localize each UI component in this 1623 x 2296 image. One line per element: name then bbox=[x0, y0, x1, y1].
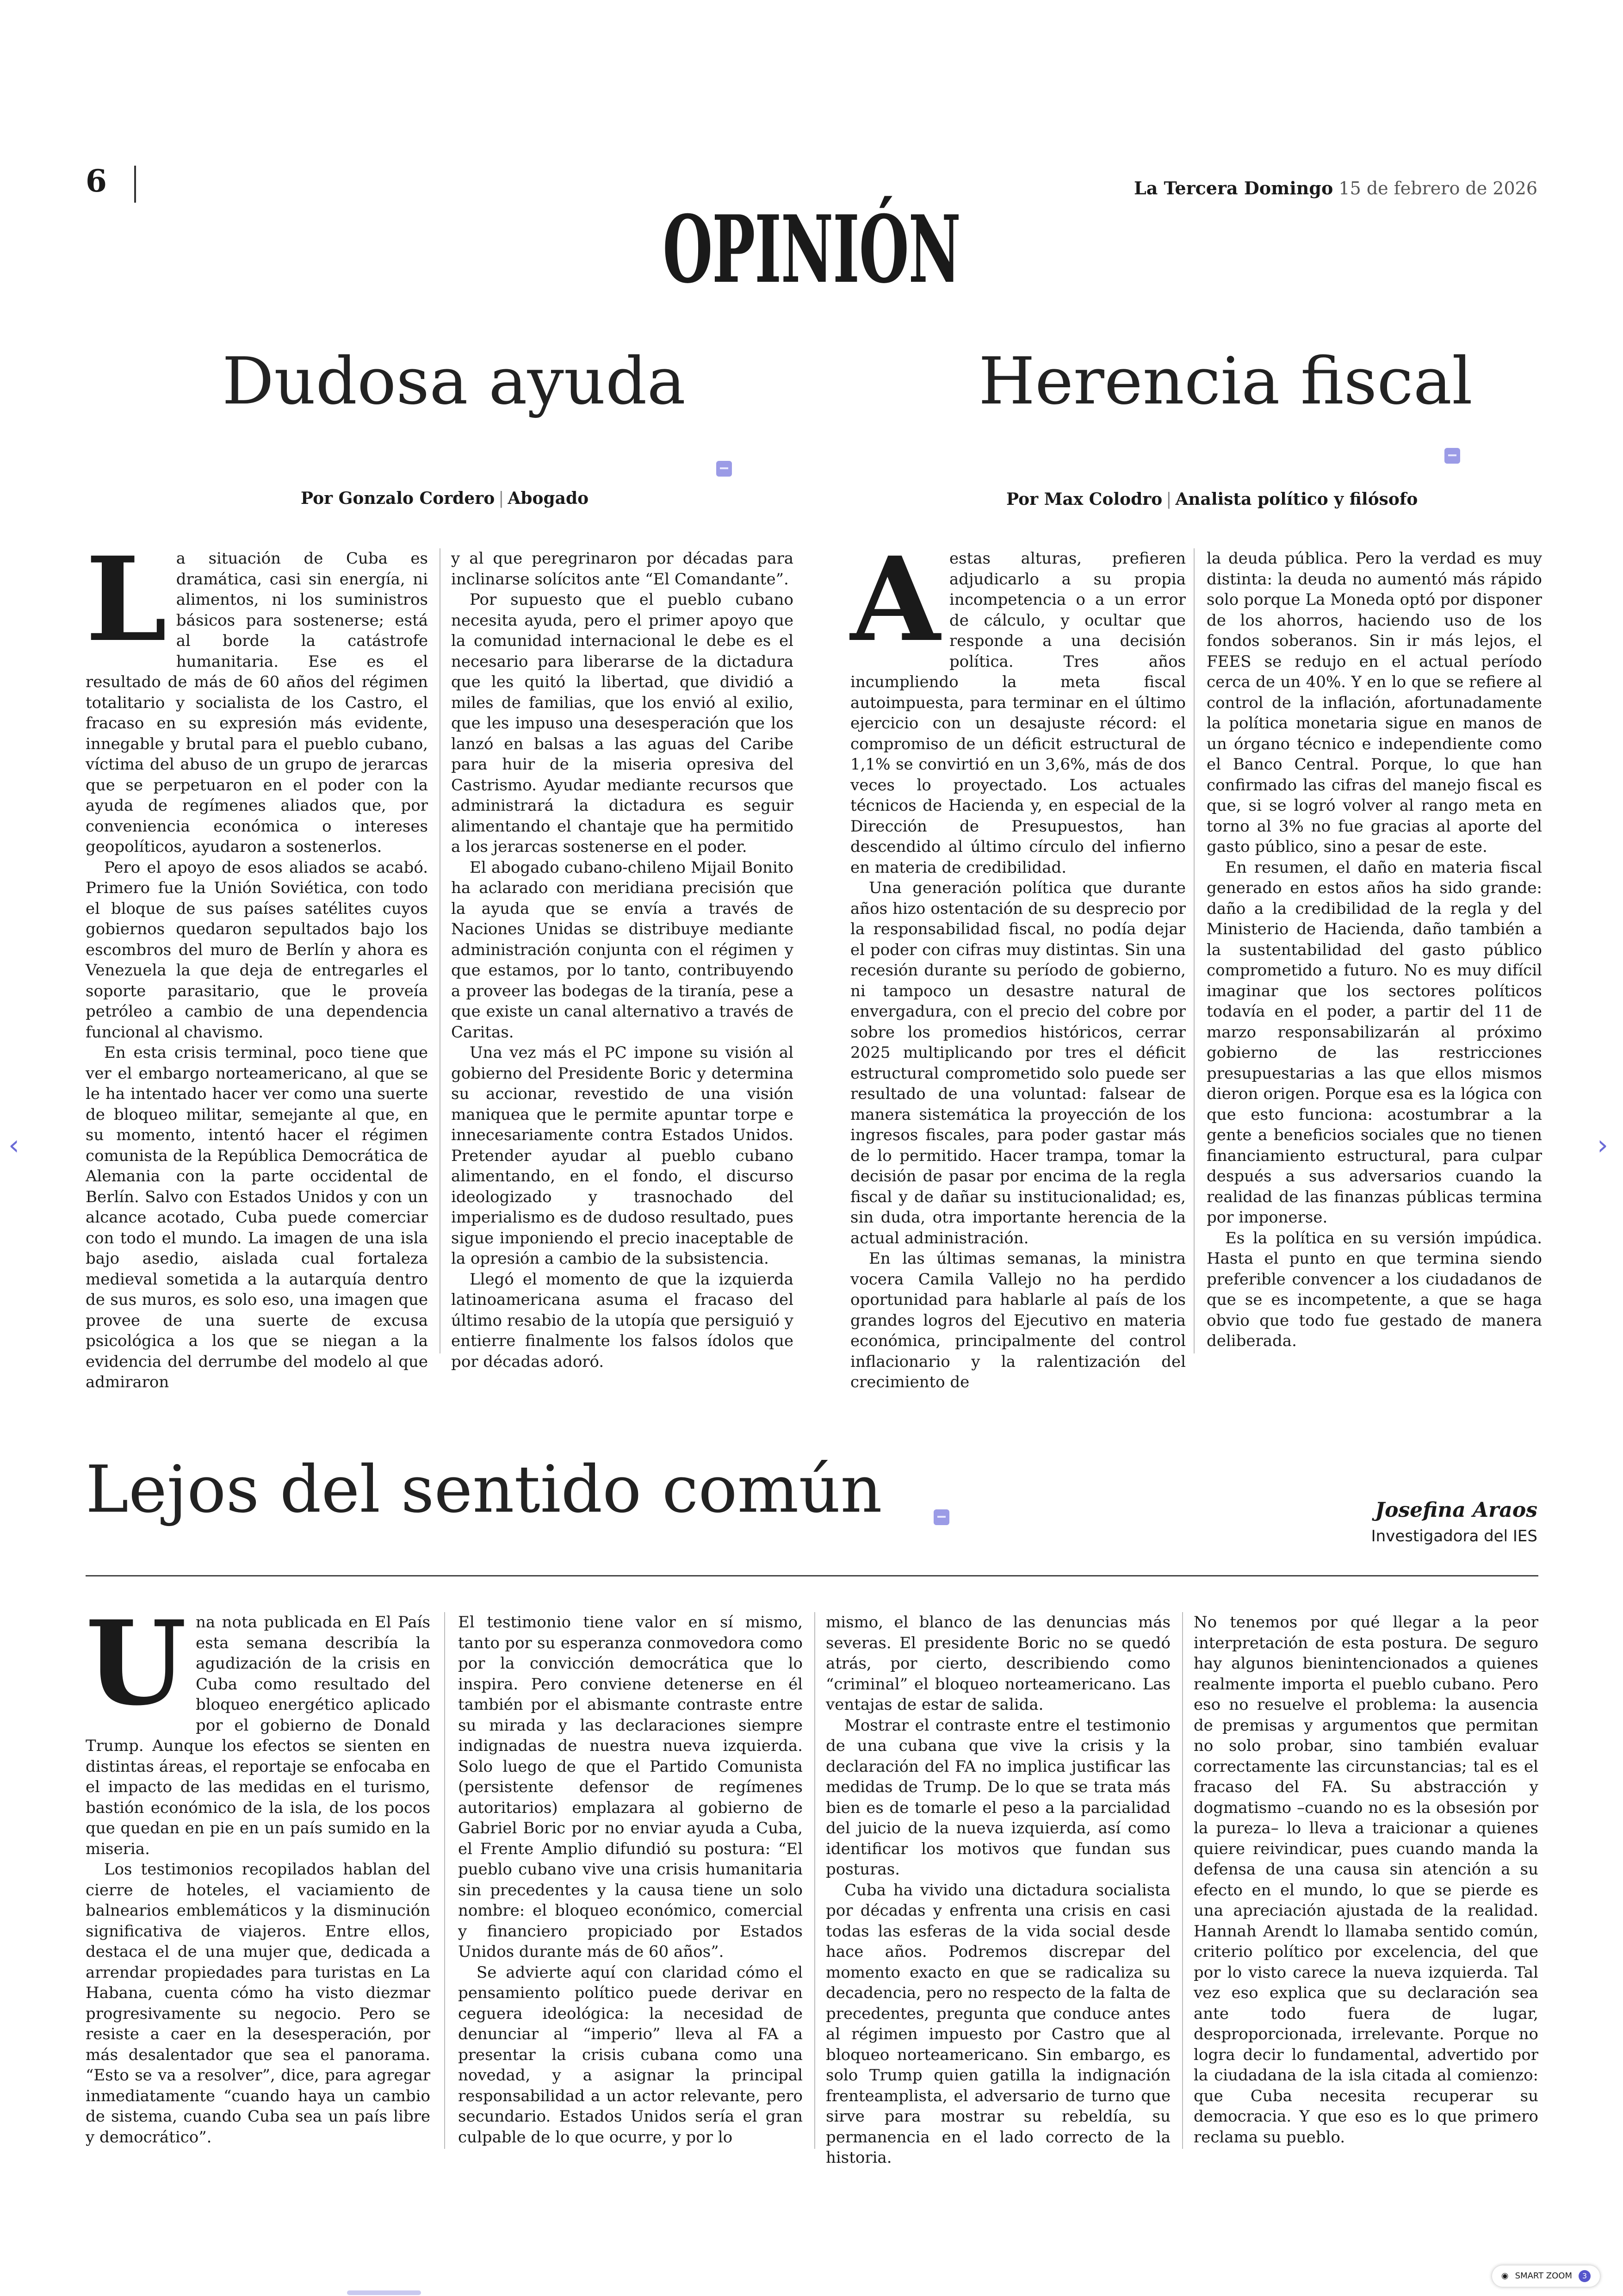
article-2-author: Por Max Colodro bbox=[1006, 490, 1163, 509]
article-2-headline: Herencia fiscal bbox=[979, 344, 1473, 419]
page-number: 6 bbox=[86, 163, 107, 199]
article-3-role: Investigadora del IES bbox=[1371, 1527, 1537, 1545]
masthead bbox=[1134, 178, 1537, 199]
note-icon[interactable] bbox=[716, 461, 732, 477]
paragraph: Es la política en su versión impúdica. Hasta el punto en que termina siendo preferible convencer a los ciudadanos de que se es incompetente, a que se haga obvio que todo fue gestado de manera deliberada. bbox=[1207, 1229, 1542, 1350]
section-title: OPINIÓN bbox=[663, 195, 960, 304]
paragraph: a situación de Cuba es dramática, casi sin energía, ni alimentos, ni los suministros básicos para sostenerse; está al borde la catástrofe humanitaria. Ese es el resultado de más de 60 años del régimen totalitario y socialista de los Castro, el fracaso en su expresión más evidente, innegable y brutal para el pueblo cubano, víctima del abuso de un grupo de jerarcas que se perpetuaron en el poder con la ayuda de regímenes aliados que, por conveniencia económica o intereses geopolíticos, ayudaron a sostenerlos. bbox=[86, 549, 428, 856]
paragraph: estas alturas, prefieren adjudicarlo a su propia incompetencia o a un error de cálculo, y ocultar que responde a una decisión política. Tres años incumpliendo la meta fiscal autoimpuesta, para terminar en el último ejercicio con un desajuste récord: el compromiso de un déficit estructural de 1,1% se convirtió en un 3,6%, más de dos veces lo proyectado. Los actuales técnicos de Hacienda y, en especial de la Dirección de Presupuestos, han descendido al último círculo del infierno en materia de credibilidad. bbox=[850, 549, 1186, 877]
article-3-column-2 bbox=[458, 1612, 803, 2149]
article-2-column-1 bbox=[850, 531, 1186, 1391]
article-3-headline: Lejos del sentido común bbox=[86, 1452, 882, 1527]
paragraph: Cuba ha vivido una dictadura socialista por décadas y enfrenta una crisis en casi todas las esferas de la vida social desde hace años. Podremos discrepar del momento exacto en que se radicaliza su decadencia, pero no respecto de la falta de precedentes, pregunta que conduce antes al régimen impuesto por Castro que al bloqueo norteamericano. Sin embargo, es solo Trump quien gatilla la indignación frenteamplista, el adversario de turno que sirve para mostrar su rebeldía, su permanencia en el lado correcto de la historia. bbox=[826, 1880, 1171, 2167]
article-1-column-2 bbox=[451, 548, 793, 1371]
article-2-byline: Por Max Colodro | Analista político y filósofo bbox=[1006, 490, 1418, 509]
paragraph: Por supuesto que el pueblo cubano necesita ayuda, pero el primer apoyo que la comunidad internacional le debe es el necesario para liberarse de la dictadura que les quitó la libertad, que dividió a miles de familias, que los envió al exilio, que les impuso una desesperación que los lanzó en balsas a las aguas del Caribe para huir de la miseria opresiva del Castrismo. Ayudar mediante recursos que administrará la dictadura es seguir alimentando el chantaje que ha permitido a los jerarcas sostenerse en el poder. bbox=[451, 590, 793, 856]
paragraph: El testimonio tiene valor en sí mismo, tanto por su esperanza conmovedora como por la convicción democrática que lo inspira. Pero conviene detenerse en él también por el abismante contraste entre su mirada y las declaraciones siempre indignadas de nuestra nueva izquierda. Solo luego de que el Partido Comunista (persistente defensor de regímenes autoritarios) emplazara al gobierno de Gabriel Boric por no enviar ayuda a Cuba, el Frente Amplio difundió su postura: “El pueblo cubano vive una crisis humanitaria sin precedentes y la causa tiene un solo nombre: el bloqueo económico, comercial y financiero propiciado por Estados Unidos durante más de 60 años”. bbox=[458, 1613, 803, 1961]
eye-icon: ◉ bbox=[1501, 2271, 1509, 2281]
article-1-headline: Dudosa ayuda bbox=[222, 344, 686, 419]
paragraph: En esta crisis terminal, poco tiene que ver el embargo norteamericano, al que se le ha intentado hacer ver como una suerte de bloqueo militar, semejante al que, en su momento, intentó hacer el régimen comunista de la República Democrática de Alemania con la parte occidental de Berlín. Salvo con Estados Unidos y con un alcance acotado, Cuba puede comerciar con todo el mundo. La imagen de una isla bajo asedio, aislada cual fortaleza medieval sometida a la autarquía dentro de sus muros, es solo eso, una imagen que provee de una suerte de excusa psicológica a los que se niegan a la evidencia del derrumbe del modelo al que admiraron bbox=[86, 1043, 428, 1391]
article-1-dropcap: L bbox=[86, 531, 167, 667]
section-divider bbox=[86, 1575, 1538, 1576]
article-3-author: Josefina Araos bbox=[1375, 1498, 1537, 1522]
paragraph: En las últimas semanas, la ministra vocera Camila Vallejo no ha perdido oportunidad para hablarle al país de los grandes logros del Ejecutivo en materia económica, principalmente del control inflacionario y la ralentización del crecimiento de bbox=[850, 1249, 1186, 1391]
paragraph: No tenemos por qué llegar a la peor interpretación de esta postura. De seguro hay algunos bienintencionados a quienes realmente importa el pueblo cubano. Pero eso no resuelve el problema: la ausencia de premisas y argumentos que permitan no solo probar, sino también evaluar correctamente las circunstancias; tal es el fracaso del FA. Su abstracción y dogmatismo –cuando no es la obsesión por la pureza– lo lleva a traicionar a quienes quiere reivindicar, pues cuando manda la defensa de una causa sin atención a su efecto en el mundo, lo que se pierde es una apreciación ajustada de la realidad. Hannah Arendt lo llamaba sentido común, criterio político por excelencia, del que por lo visto carece la nueva izquierda. Tal vez eso explica que su declaración sea ante todo fuera de lugar, desproporcionada, irrelevante. Porque no logra decir lo fundamental, advertido por la ciudadana de la isla citada al comienzo: que Cuba necesita recuperar su democracia. Y que eso es lo que primero reclama su pueblo. bbox=[1194, 1613, 1538, 2147]
article-2-role: Analista político y filósofo bbox=[1175, 490, 1418, 509]
article-3-column-3 bbox=[826, 1612, 1171, 2167]
paragraph: Se advierte aquí con claridad cómo el pensamiento político puede derivar en ceguera ideológica: la necesidad de denunciar al “imperio” lleva al FA a presentar la crisis cubana como una novedad, y a asignar la principal responsabilidad a un actor relevante, pero secundario. Estados Unidos sería el gran culpable de lo que ocurre, y por lo bbox=[458, 1963, 803, 2147]
article-1-author: Por Gonzalo Cordero bbox=[301, 489, 495, 508]
previous-page-arrow-icon[interactable]: ‹ bbox=[8, 1129, 19, 1161]
article-1-role: Abogado bbox=[508, 489, 589, 508]
article-1-byline: Por Gonzalo Cordero | Abogado bbox=[301, 489, 589, 508]
paragraph: na nota publicada en El País esta semana describía la agudización de la crisis en Cuba como resultado del bloqueo energético aplicado por el gobierno de Donald Trump. Aunque los efectos se sienten en distintas áreas, el reportaje se enfocaba en el impacto de las medidas en el turismo, bastión económico de la isla, de los pocos que quedan en pie en un país sumido en la miseria. bbox=[86, 1613, 430, 1858]
page-number-divider bbox=[134, 166, 136, 203]
article-1-column-1 bbox=[86, 531, 428, 1391]
paragraph: Una generación política que durante años hizo ostentación de su desprecio por la responsabilidad fiscal, no podía dejar el poder con cifras muy distintas. Sin una recesión durante su período de gobierno, ni tampoco un desastre natural de envergadura, con el precio del cobre por sobre los promedios históricos, cerrar 2025 multiplicando por tres el déficit estructural comprometido solo puede ser resultado de una voluntad: falsear de manera sistemática la proyección de los ingresos fiscales, para poder gastar más de lo permitido. Hacer trampa, tomar la decisión de pasar por encima de la regla fiscal y de dañar su institucionalidad; es, sin duda, otra importante herencia de la actual administración. bbox=[850, 879, 1186, 1247]
paragraph: En resumen, el daño en materia fiscal generado en estos años ha sido grande: daño a la credibilidad de la regla y del Ministerio de Hacienda, daño también a la sustentabilidad del gasto público comprometido a futuro. No es muy difícil imaginar que los sectores políticos todavía en el poder, a partir del 11 de marzo responsabilizarán al próximo gobierno de las restricciones presupuestarias a las que ellos mismos dieron origen. Porque esa es la lógica con que esto funciona: acostumbrar a la gente a beneficios sociales que no tienen financiamiento estructural, para culpar después a sus adversarios cuando la realidad de las finanzas públicas termina por imponerse. bbox=[1207, 858, 1542, 1227]
note-icon[interactable] bbox=[934, 1509, 949, 1525]
paragraph: mismo, el blanco de las denuncias más severas. El presidente Boric no se quedó atrás, por cierto, describiendo como “criminal” el bloqueo norteamericano. Las ventajas de estar de salida. bbox=[826, 1613, 1171, 1714]
smart-zoom-button[interactable] bbox=[1492, 2265, 1600, 2287]
column-rule bbox=[444, 1612, 445, 2149]
paragraph: Mostrar el contraste entre el testimonio de una cubana que vive la crisis y la declaración del FA no implica justificar las medidas de Trump. De lo que se trata más bien es de tomarle el peso a la parcialidad del juicio de la nueva izquierda, así como identificar los motivos que fundan sus posturas. bbox=[826, 1716, 1171, 1879]
paragraph: El abogado cubano-chileno Mijail Bonito ha aclarado con meridiana precisión que la ayuda que se envía a través de Naciones Unidas se distribuye mediante administración conjunta con el régimen y que estamos, por lo tanto, contribuyendo a proveer las bodegas de la tiranía, pese a que existe un canal alternativo a través de Caritas. bbox=[451, 858, 793, 1042]
paragraph: Los testimonios recopilados hablan del cierre de hoteles, el vaciamiento de balnearios emblemáticos y la disminución significativa de viajeros. Entre ellos, destaca el de una mujer que, dedicada a arrendar propiedades para turistas en La Habana, cuenta cómo ha visto diezmar progresivamente su negocio. Pero se resiste a caer en la desesperación, por más desalentador que sea el panorama. “Esto se va a resolver”, dice, para agregar inmediatamente “cuando haya un cambio de sistema, cuando Cuba sea un país libre y democrático”. bbox=[86, 1860, 430, 2147]
smart-zoom-count: 3 bbox=[1579, 2270, 1591, 2282]
article-3-column-4 bbox=[1194, 1612, 1538, 2149]
column-rule bbox=[1194, 548, 1195, 1353]
article-3-dropcap: U bbox=[86, 1595, 187, 1731]
page-scrollbar[interactable] bbox=[347, 2290, 421, 2295]
masthead-paper: La Tercera Domingo bbox=[1134, 178, 1333, 199]
column-rule bbox=[814, 1612, 815, 2149]
next-page-arrow-icon[interactable]: › bbox=[1597, 1129, 1608, 1161]
column-rule bbox=[1182, 1612, 1183, 2149]
paragraph: y al que peregrinaron por décadas para inclinarse solícitos ante “El Comandante”. bbox=[451, 549, 793, 589]
paragraph: la deuda pública. Pero la verdad es muy distinta: la deuda no aumentó más rápido solo porque La Moneda optó por disponer de los ahorros, haciendo uso de los fondos soberanos. Sin ir más lejos, el FEES se redujo en el actual período cerca de un 40%. Y en lo que se refiere al control de la inflación, afortunadamente la política monetaria sigue en manos de un órgano técnico e independiente como el Banco Central. Porque, lo que han confirmado las cifras del manejo fiscal es que, si se logró volver al rango meta en torno al 3% no fue gracias al aporte del gasto público, sino a pesar de este. bbox=[1207, 549, 1542, 856]
smart-zoom-label: SMART ZOOM bbox=[1515, 2271, 1572, 2281]
paragraph: Llegó el momento de que la izquierda latinoamericana asuma el fracaso del último resabio de la utopía que persiguió y entierre finalmente los falsos ídolos que por décadas adoró. bbox=[451, 1270, 793, 1371]
article-2-dropcap: A bbox=[850, 531, 940, 667]
article-2-column-2 bbox=[1207, 548, 1542, 1353]
article-3-column-1 bbox=[86, 1595, 430, 2149]
paragraph: Pero el apoyo de esos aliados se acabó. Primero fue la Unión Soviética, con todo el bloque de sus países satélites cuyos gobiernos quedaron sepultados bajo los escombros del muro de Berlín y ahora es Venezuela la que deja de entregarles el soporte parasitario, que le proveía petróleo a cambio de una dependencia funcional al chavismo. bbox=[86, 858, 428, 1042]
masthead-date: 15 de febrero de 2026 bbox=[1338, 178, 1537, 199]
note-icon[interactable] bbox=[1444, 448, 1460, 464]
paragraph: Una vez más el PC impone su visión al gobierno del Presidente Boric y determina su accionar, revestido de una visión maniquea que le permite apuntar torpe e innecesariamente contra Estados Unidos. Pretender ayudar al pueblo cubano alimentando, en el fondo, el discurso ideologizado y trasnochado del imperialismo es de dudoso resultado, pues sigue imponiendo el precio inaceptable de la opresión a cambio de la subsistencia. bbox=[451, 1043, 793, 1268]
